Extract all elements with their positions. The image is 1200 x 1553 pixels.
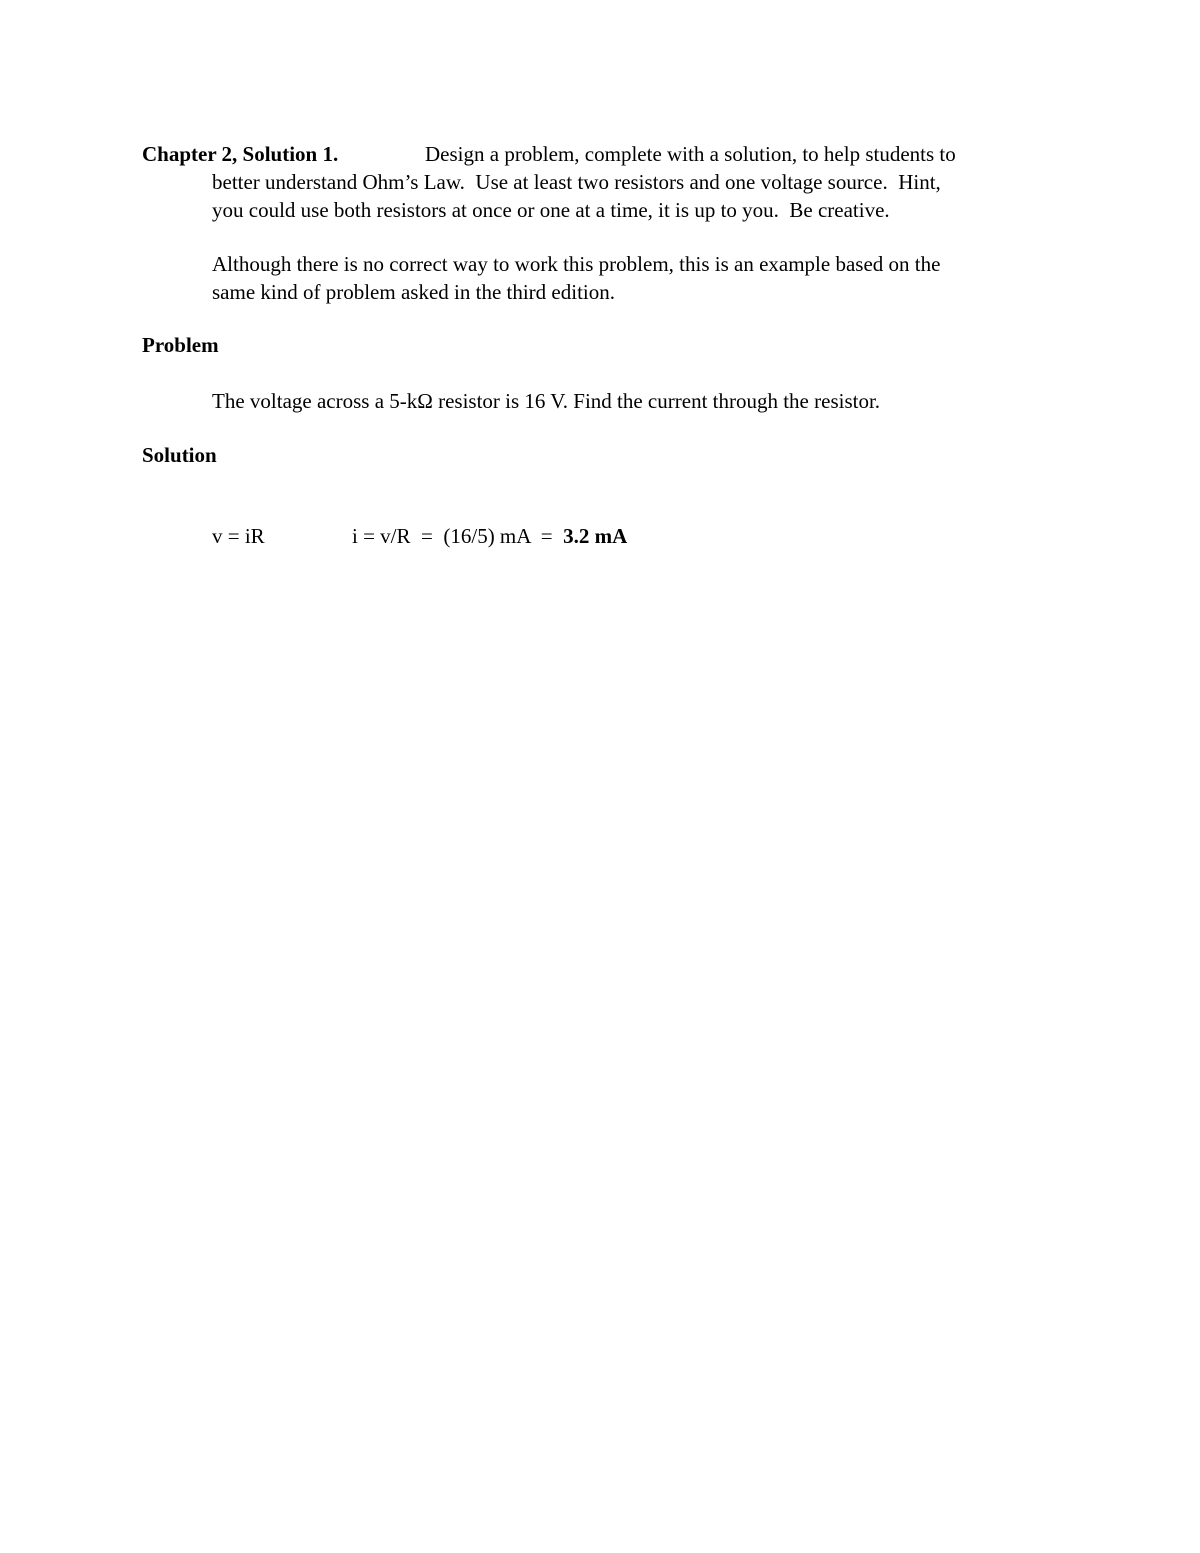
answer-value: 3.2 mA bbox=[563, 524, 628, 548]
current-equation bbox=[352, 522, 627, 550]
solution-equations bbox=[0, 522, 1200, 552]
problem-statement bbox=[142, 140, 1042, 224]
problem-text: The voltage across a 5-kΩ resistor is 16 V. Find the current through the resistor. bbox=[212, 389, 881, 413]
prompt-line-1: Design a problem, complete with a solution, to help students to bbox=[425, 142, 956, 166]
prompt-line-2: better understand Ohm’s Law. Use at least two resistors and one voltage source. Hint, bbox=[212, 170, 941, 194]
current-equation-text: i = v/R = (16/5) mA = bbox=[352, 524, 564, 548]
prompt-line-3: you could use both resistors at once or one at a time, it is up to you. Be creative. bbox=[212, 198, 890, 222]
note-line-2: same kind of problem asked in the third edition. bbox=[212, 280, 615, 304]
ohms-law-equation: v = iR bbox=[212, 524, 265, 548]
statement-first-line bbox=[142, 140, 1042, 168]
note-line-1: Although there is no correct way to work this problem, this is an example based on the bbox=[212, 252, 941, 276]
example-note bbox=[212, 250, 1072, 306]
solution-heading: Solution bbox=[142, 443, 217, 467]
chapter-title: Chapter 2, Solution 1. bbox=[142, 142, 339, 166]
problem-heading: Problem bbox=[142, 333, 219, 357]
